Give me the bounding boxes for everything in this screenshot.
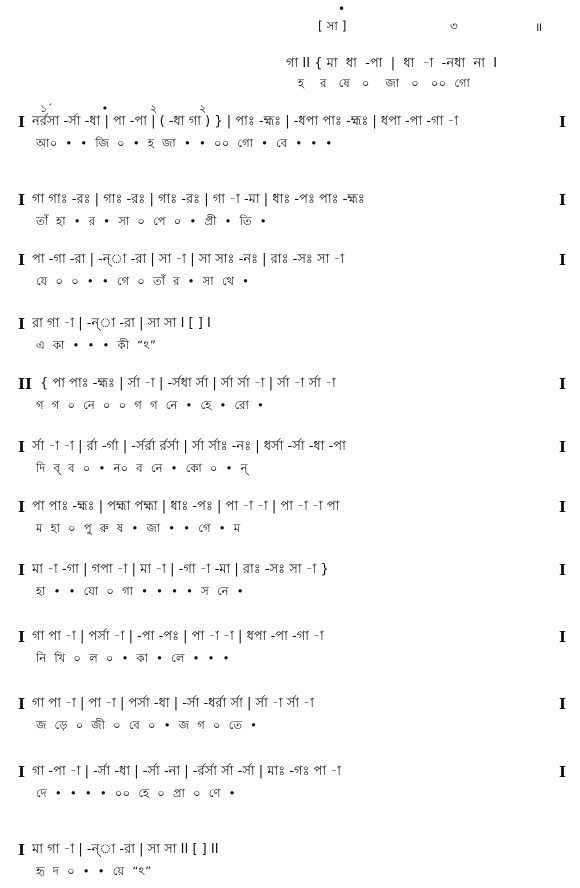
barline-right: I [558,113,566,131]
notes-text: পা পাঃ -হ্মঃ | পহ্মা পহ্মা | ধাঃ -পঃ | পা -া -া | পা -া -া পা [32,499,340,514]
notes-text: গা পা -া | পর্সা -া | -পা -পঃ | পা -া -া | ধপা -পা -গা -া [32,629,324,644]
notation-system [0,682,580,742]
lyrics-line [0,336,580,354]
notes-line [0,762,580,782]
sep-mark: ॥ [535,20,543,34]
lyrics-line [0,134,580,152]
barline-right: I [558,438,566,456]
notation-system [0,750,580,810]
notes-line [0,314,580,334]
lyrics-text: নি খি ০ ল ০ • কা • লে • • • [36,651,230,665]
lyrics-text: দি ব্ ব ০ • ন০ ব নে • কো ০ • ন্ [36,461,248,475]
notation-system [0,362,580,422]
header-line [0,34,580,94]
notes-line [0,560,580,580]
barline-right: I [558,375,566,393]
lyrics-line [0,272,580,290]
lyrics-line [0,784,580,802]
notes-line [0,112,580,132]
bracket-sa: [ সা ] [318,19,347,33]
notation-system [0,828,580,888]
barline-left: I [18,315,26,333]
lyrics-text: তাঁ হা • র • সা ০ পে ০ • প্রী • তি • [36,214,267,228]
beat-3: ৩ [450,19,458,33]
notes-text: র্সা -া -া | র্রা -র্গা | -র্সর্রা র্রর্সা | র্সা র্সাঃ -নঃ | ধর্সা -র্সা -ধা -পা [32,439,346,454]
notes-text: গা গাঃ -রঃ | গাঃ -রঃ | গাঃ -রঃ | গা -া -মা | ধাঃ -পঃ পাঃ -হ্মঃ [32,192,365,207]
barline-right: I [558,628,566,646]
notes-text: মা গা -া | -ন্া -রা | সা সা II [ ] II [32,842,219,857]
notation-system [0,238,580,298]
lyrics-text: গ গ ০ নে ০ ০ গ গ নে • হে • রো • [36,398,265,412]
barline-left: I [18,498,26,516]
barline-right: I [558,695,566,713]
notes-text: রা গা -া | -ন্া -রা | সা সা I [ ] I [32,316,211,331]
notes-line [0,627,580,647]
beat-marks-text: ১´ • ২ ২ [40,102,207,115]
notes-line [0,374,580,394]
barline-right: I [558,498,566,516]
barline-right: I [558,763,566,781]
lyrics-text: জ ড়ে ০ জী ০ বে ০ • জ গ ০ তে • [36,718,258,732]
barline-left: I [18,628,26,646]
notes-text: গা পা -া | পা -া | পর্সা -ধা | -র্সা -ধর্রা র্সা | র্সা -া র্সা -া [32,696,314,711]
notation-system [0,302,580,362]
notes-line [0,437,580,457]
notation-system [0,178,580,238]
lyrics-line [0,716,580,734]
notes-line [0,190,580,210]
lyrics-text: ম হা ০ পু রু ষ • জা • • গে • ম [36,521,241,535]
barline-left: I [18,763,26,781]
notes-text: নর্রসা -র্সা -ধা | পা -পা | ( -ধা গা ) } | পাঃ -হ্মঃ | -ধপা পাঃ -হ্মঃ | ধপা -পা -গা -া [32,114,459,129]
notes-text: গা -পা -া | -র্সা -ধা | -র্সা -না | -র্রর্সা র্সা -র্সা | মাঃ -গঃ পা -া [32,764,342,779]
notes-text: মা -া -গা | গপা -া | মা -া | -গা -া -মা | রাঃ -সঃ সা -া } [32,562,329,577]
notation-system [0,548,580,608]
lyrics-line [0,396,580,414]
barline-right: I [558,561,566,579]
lyrics-line [0,519,580,537]
barline-left: I [18,191,26,209]
top-dot: • [338,2,346,16]
lyrics-text: হা • • যো ০ গা • • • • স নে • [36,584,244,598]
lyrics-text: হৃ দ ০ • • য়ে “ঽ” [36,864,152,878]
notes-text: পা -গা -রা | -ন্া -রা | সা -া | সা সাঃ -নঃ | রাঃ -সঃ সা -া [32,252,345,267]
lyrics-text: এ কা • • • কী “ঽ” [36,338,157,352]
lyrics-line [0,459,580,477]
header-notes: গা II { মা ধা -পা | ধা -া -নধা না I [286,56,498,71]
lyrics-text: যে ০ ০ • • গে ০ তাঁ র • সা থে • [36,274,250,288]
lyrics-line [0,212,580,230]
barline-left: I [18,251,26,269]
notation-system [0,485,580,545]
barline-left: I [18,113,26,131]
notation-system [0,100,580,160]
notes-line [0,840,580,860]
notes-line [0,250,580,270]
notes-line [0,694,580,714]
lyrics-line [0,649,580,667]
barline-right: I [558,251,566,269]
notes-line [0,497,580,517]
barline-left: II [18,375,33,393]
barline-left: I [18,561,26,579]
notation-system [0,425,580,485]
lyrics-text: আ০ • • জি ০ • হ জা • • ০০ গো • বে • • • [36,136,333,150]
barline-left: I [18,841,26,859]
barline-left: I [18,438,26,456]
lyrics-line [0,582,580,600]
header-lyrics: হ র ষে ০ জা ০ ০০ গো [298,76,471,90]
barline-right: I [558,191,566,209]
lyrics-line [0,862,580,880]
notation-system [0,615,580,675]
barline-left: I [18,695,26,713]
lyrics-text: দে • • • • ০০ হে ০ প্রা ০ ণে • [36,786,236,800]
notes-text: { পা পাঃ -হ্মঃ | র্সা -া | -র্সধা র্সা | র্সা র্সা -া | র্সা -া র্সা -া [40,376,336,391]
